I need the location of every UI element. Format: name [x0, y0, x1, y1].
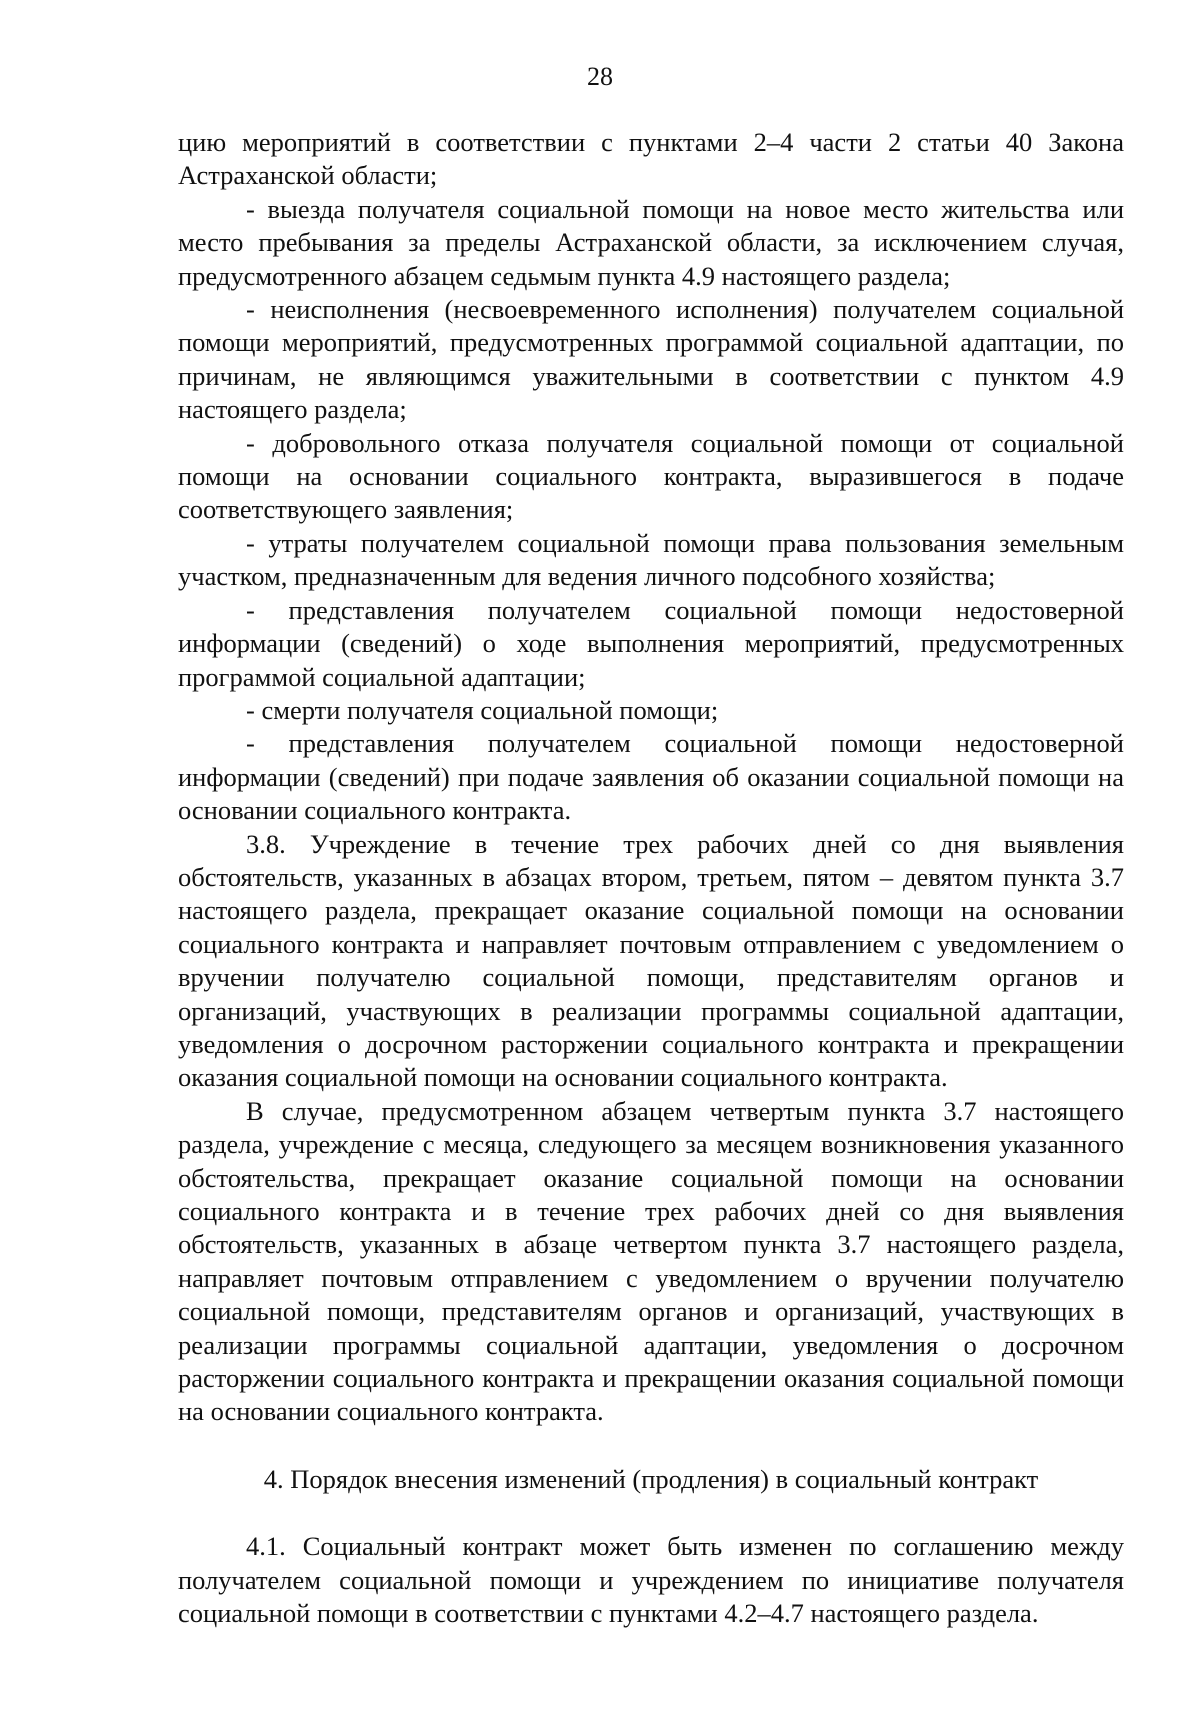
paragraph: цию мероприятий в соответствии с пунктами 2–4 части 2 статьи 40 Закона Астраханской области;: [178, 127, 1124, 191]
paragraph: - неисполнения (несвоевременного исполнения) получателем социальной помощи мероприятий, предусмотренных программой социальной адаптации, по причинам, не являющимся уважительными в соответствии с пунктом 4.9 настоящего раздела;: [178, 294, 1124, 425]
paragraph: 4.1. Социальный контракт может быть изменен по соглашению между получателем социальной помощи и учреждением по инициативе получателя социальной помощи в соответствии с пунктами 4.2–4.7 настоящего раздела.: [178, 1531, 1124, 1629]
paragraph: - утраты получателем социальной помощи права пользования земельным участком, предназначенным для ведения личного подсобного хозяйства;: [178, 527, 1124, 592]
paragraph: - смерти получателя социальной помощи;: [246, 694, 719, 725]
paragraph: - представления получателем социальной помощи недостоверной информации (сведений) при подаче заявления об оказании социальной помощи на основании социального контракта.: [178, 728, 1124, 826]
paragraph: - представления получателем социальной помощи недостоверной информации (сведений) о ходе выполнения мероприятий, предусмотренных программой социальной адаптации;: [178, 594, 1124, 692]
paragraph: 3.8. Учреждение в течение трех рабочих дней со дня выявления обстоятельств, указанных в абзацах втором, третьем, пятом – девятом пункта 3.7 настоящего раздела, прекращает оказание социальной помощи на основании социального контракта и направляет почтовым отправлением с уведомлением о вручении получателю социальной помощи, представителям органов и организаций, участвующих в реализации программы социальной адаптации, уведомления о досрочном расторжении социального контракта и прекращении оказания социальной помощи на основании социального контракта.: [178, 828, 1124, 1093]
paragraph: - добровольного отказа получателя социальной помощи от социальной помощи на основании социального контракта, выразившегося в подаче соответствующего заявления;: [178, 427, 1124, 525]
paragraph: - выезда получателя социальной помощи на новое место жительства или место пребывания за пределы Астраханской области, за исключением случая, предусмотренного абзацем седьмым пункта 4.9 настоящего раздела;: [178, 193, 1124, 291]
section-heading: 4. Порядок внесения изменений (продления) в социальный контракт: [263, 1463, 1039, 1494]
paragraph: В случае, предусмотренном абзацем четвертым пункта 3.7 настоящего раздела, учреждение с месяца, следующего за месяцем возникновения указанного обстоятельства, прекращает оказание социальной помощи на основании социального контракта и в течение трех рабочих дней со дня выявления обстоятельств, указанных в абзаце четвертом пункта 3.7 настоящего раздела, направляет почтовым отправлением с уведомлением о вручении получателю социальной помощи, представителям органов и организаций, участвующих в реализации программы социальной адаптации, уведомления о досрочном расторжении социального контракта и прекращении оказания социальной помощи на основании социального контракта.: [178, 1095, 1124, 1427]
document-body: [178, 126, 1124, 1630]
page-number: 28: [587, 62, 613, 91]
